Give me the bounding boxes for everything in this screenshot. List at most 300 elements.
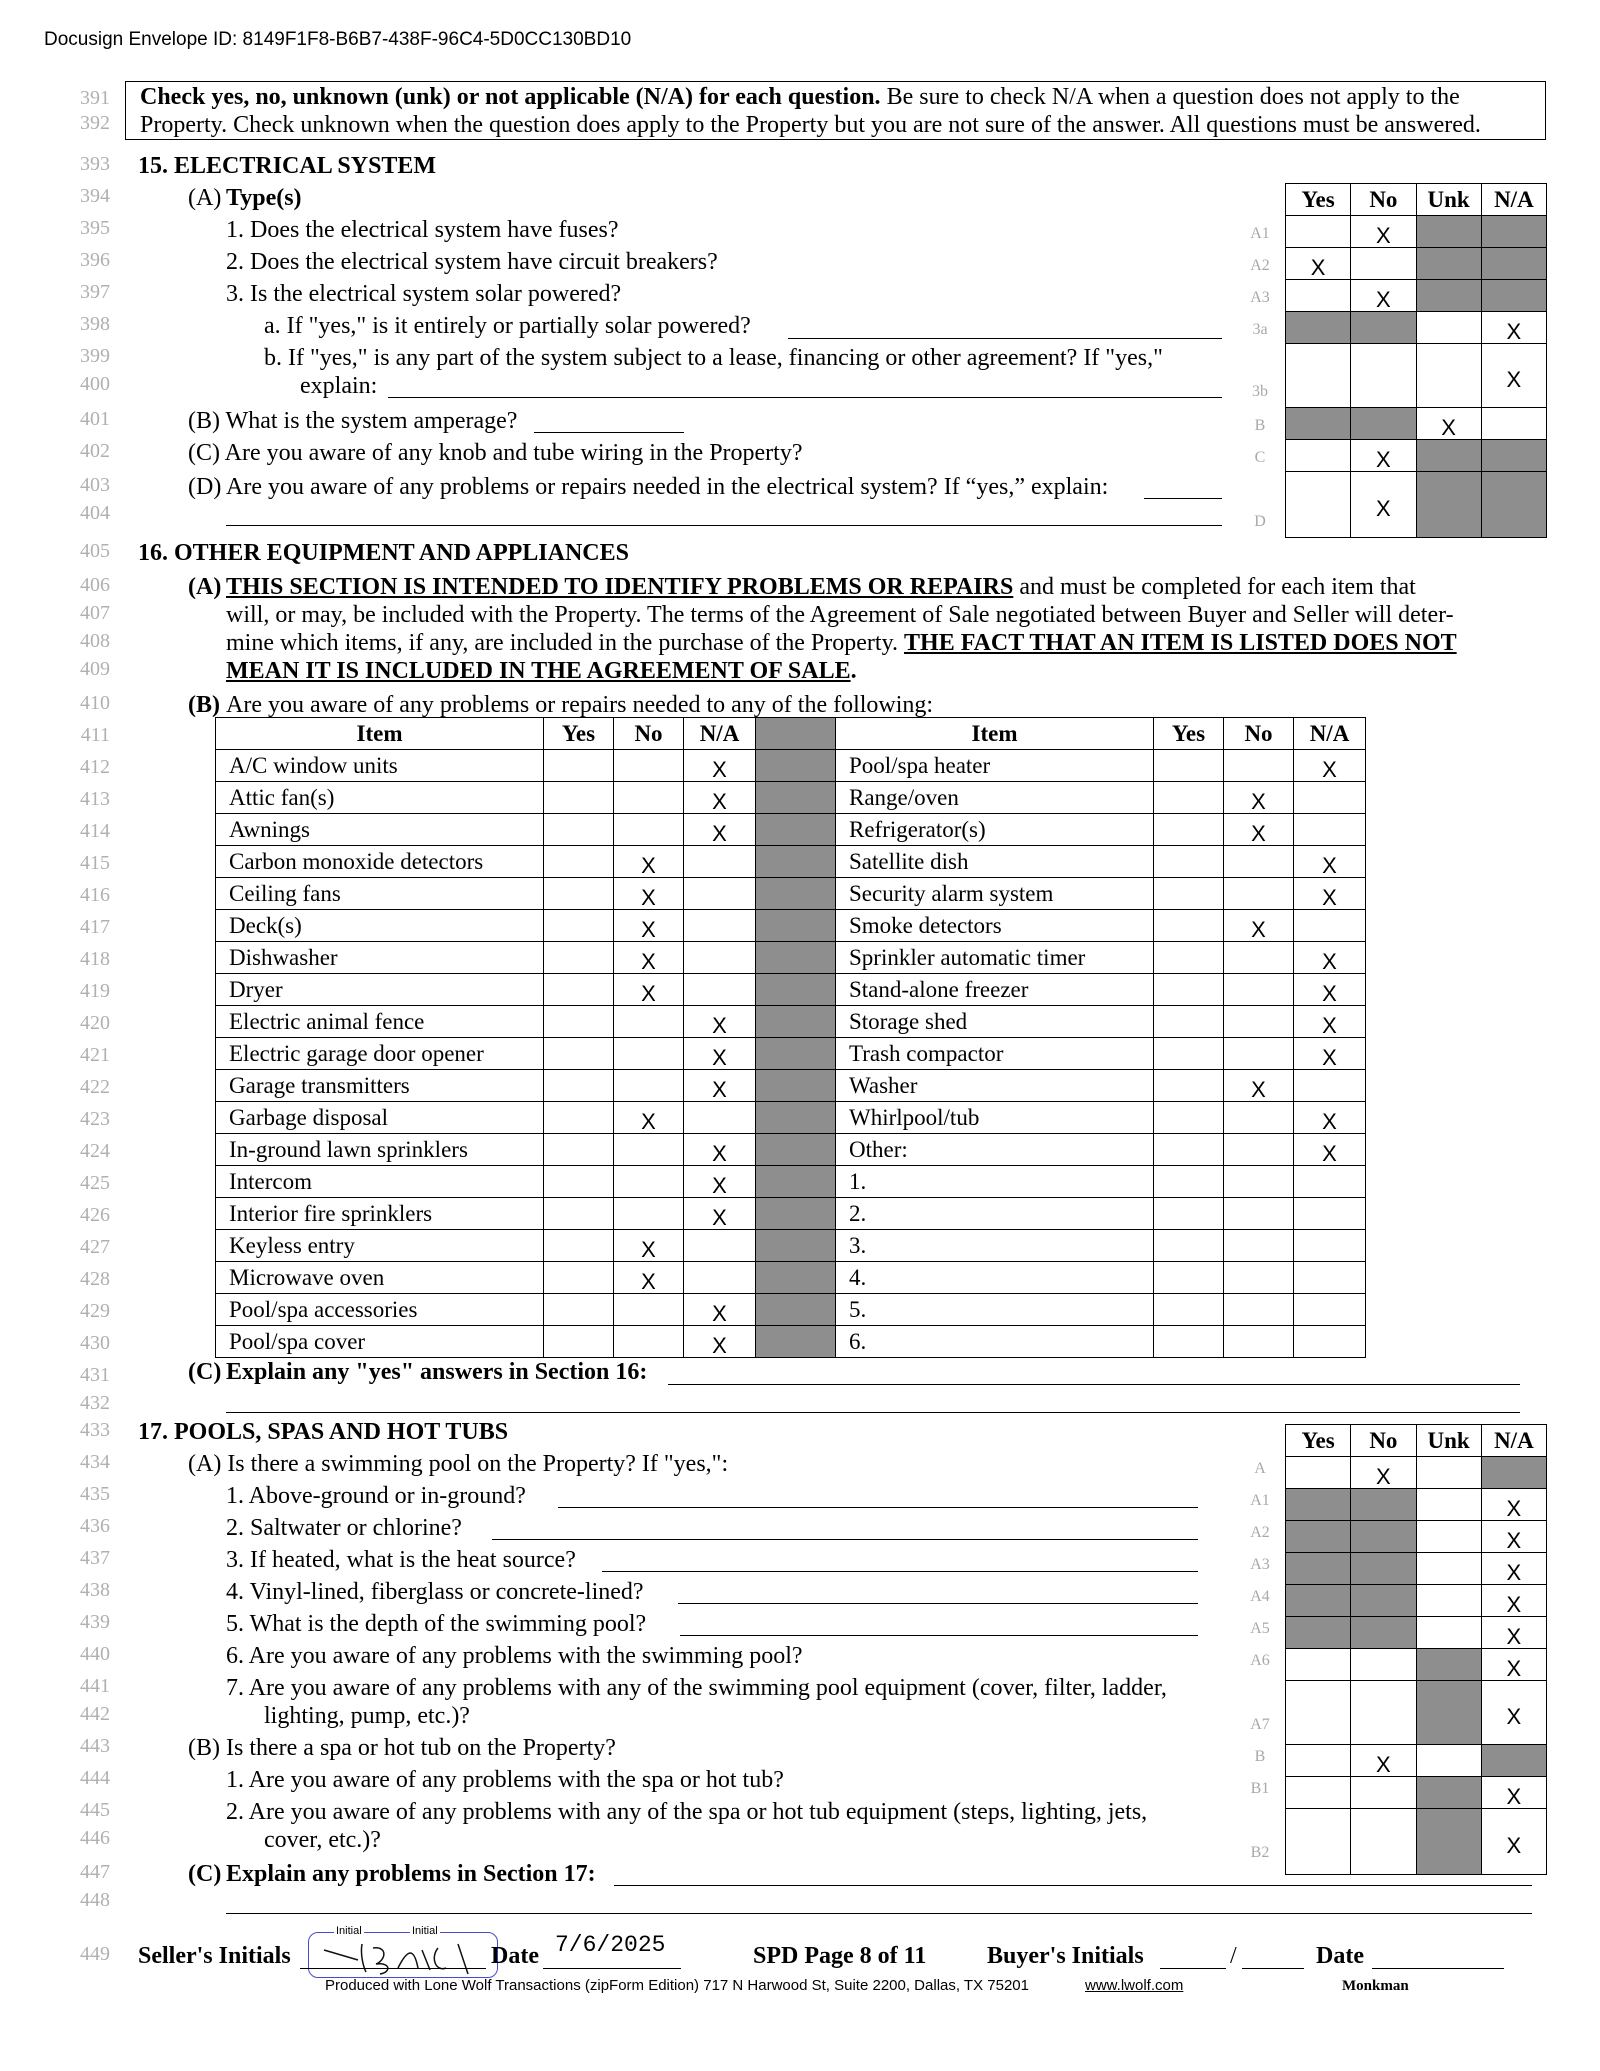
s17-b: (B) Is there a spa or hot tub on the Property? (188, 1735, 616, 1761)
answer-cell-na[interactable] (684, 1262, 756, 1294)
seller-initials-line (300, 1968, 486, 1969)
answer-cell-yes[interactable] (544, 750, 614, 782)
answer-cell-yes[interactable] (1154, 750, 1224, 782)
col-header-na: N/A (1294, 718, 1366, 750)
answer-cell-no[interactable] (1351, 216, 1416, 248)
grid-row-3a (1286, 312, 1547, 344)
answer-cell-na (1481, 1457, 1546, 1489)
answer-cell-na[interactable] (1481, 1553, 1546, 1585)
answer-cell-na[interactable] (684, 1102, 756, 1134)
answer-cell-unk[interactable] (1416, 1553, 1481, 1585)
row-label: A5 (1250, 1620, 1270, 1637)
envelope-id: Docusign Envelope ID: 8149F1F8-B6B7-438F-96C4-5D0CC130BD10 (44, 29, 632, 50)
answer-cell-no[interactable] (1224, 750, 1294, 782)
answer-cell-yes[interactable] (1154, 1134, 1224, 1166)
answer-cell-na[interactable] (1294, 814, 1366, 846)
answer-cell-yes[interactable] (1286, 1457, 1351, 1489)
answer-cell-no[interactable] (614, 1006, 684, 1038)
s17-q2-blank[interactable] (492, 1539, 1198, 1540)
item-name: Deck(s) (216, 910, 544, 942)
answer-cell-yes[interactable] (544, 1230, 614, 1262)
col-header-item: Item (836, 718, 1154, 750)
answer-cell-yes[interactable] (1286, 1745, 1351, 1777)
answer-cell-no[interactable] (1351, 1457, 1416, 1489)
answer-cell-yes[interactable] (544, 1038, 614, 1070)
answer-cell-no[interactable] (1224, 878, 1294, 910)
answer-cell-no[interactable] (1351, 344, 1416, 408)
check-mark: X (641, 853, 656, 878)
answer-cell-na[interactable] (1481, 312, 1546, 344)
answer-cell-no[interactable] (1224, 1102, 1294, 1134)
answer-cell-yes (1286, 1553, 1351, 1585)
answer-cell-yes[interactable] (1154, 910, 1224, 942)
answer-cell-no[interactable] (1224, 782, 1294, 814)
row-label: A1 (1250, 225, 1270, 242)
answer-cell-no[interactable] (614, 942, 684, 974)
check-mark: X (641, 949, 656, 974)
check-mark: X (1376, 1463, 1391, 1489)
answer-cell-na[interactable] (684, 1230, 756, 1262)
check-mark: X (1322, 981, 1337, 1006)
line-number: 405 (80, 540, 110, 562)
check-mark: X (712, 1077, 727, 1102)
answer-cell-na[interactable] (1481, 1489, 1546, 1521)
grid-row-a1 (1286, 216, 1547, 248)
line-number: 406 (80, 574, 110, 596)
answer-cell-no[interactable] (1224, 1166, 1294, 1198)
answer-cell-na[interactable] (1481, 1649, 1546, 1681)
answer-cell-no[interactable] (614, 1262, 684, 1294)
answer-cell-no[interactable] (1224, 1038, 1294, 1070)
answer-cell-na[interactable] (684, 846, 756, 878)
line-number: 443 (80, 1735, 110, 1757)
grid-row-b (1286, 1745, 1547, 1777)
answer-cell-na[interactable] (1294, 1230, 1366, 1262)
answer-cell-no[interactable] (1351, 440, 1416, 472)
answer-cell-na[interactable] (1481, 1809, 1546, 1875)
answer-cell-yes[interactable] (1286, 1681, 1351, 1745)
table-row (216, 1326, 1366, 1358)
answer-cell-na[interactable] (1294, 878, 1366, 910)
answer-cell-yes[interactable] (1154, 1326, 1224, 1358)
answer-cell-na[interactable] (684, 1326, 756, 1358)
answer-cell-yes[interactable] (1154, 1006, 1224, 1038)
s17-q4-blank[interactable] (678, 1603, 1198, 1604)
answer-cell-na[interactable] (684, 1198, 756, 1230)
answer-cell-yes[interactable] (1154, 1294, 1224, 1326)
answer-cell-no[interactable] (1224, 910, 1294, 942)
answer-cell-yes[interactable] (1286, 1649, 1351, 1681)
answer-cell-yes[interactable] (1286, 1809, 1351, 1875)
lwolf-link[interactable]: www.lwolf.com (1085, 1977, 1184, 1994)
answer-cell-no (1351, 1521, 1416, 1553)
answer-cell-no[interactable] (614, 1070, 684, 1102)
answer-cell-no[interactable] (614, 1102, 684, 1134)
answer-cell-yes[interactable] (1286, 216, 1351, 248)
answer-cell-no[interactable] (1224, 1134, 1294, 1166)
item-name: Security alarm system (836, 878, 1154, 910)
answer-cell-na (1481, 248, 1546, 280)
check-mark: X (1322, 1141, 1337, 1166)
answer-cell-no[interactable] (1351, 1745, 1416, 1777)
answer-cell-yes[interactable] (1154, 1166, 1224, 1198)
line-number: 447 (80, 1861, 110, 1883)
row-label: A2 (1250, 257, 1270, 274)
divider-cell (756, 1198, 836, 1230)
s15-d-blank-2[interactable] (226, 525, 1222, 526)
answer-cell-no[interactable] (1224, 846, 1294, 878)
instruction-line-2: Property. Check unknown when the question does apply to the Property but you are not sure of the answer. All questions must be answered. (140, 112, 1481, 138)
answer-cell-yes[interactable] (544, 1070, 614, 1102)
answer-cell-na[interactable] (1481, 1681, 1546, 1745)
answer-cell-yes[interactable] (1286, 440, 1351, 472)
answer-cell-na[interactable] (684, 1070, 756, 1102)
check-mark: X (1310, 254, 1326, 280)
item-name: 4. (836, 1262, 1154, 1294)
answer-cell-no[interactable] (614, 1230, 684, 1262)
item-name: Pool/spa heater (836, 750, 1154, 782)
line-number: 423 (80, 1108, 110, 1130)
answer-cell-unk[interactable] (1416, 1489, 1481, 1521)
buyer-initials-line-2[interactable] (1242, 1968, 1304, 1969)
answer-cell-na[interactable] (1294, 1166, 1366, 1198)
check-mark: X (1376, 222, 1391, 248)
answer-cell-na[interactable] (1294, 1134, 1366, 1166)
s15-amperage-blank[interactable] (534, 432, 684, 433)
grid-row-a2 (1286, 1521, 1547, 1553)
s17-c-blank-2[interactable] (226, 1913, 1532, 1914)
check-mark: X (712, 1141, 727, 1166)
answer-cell-no[interactable] (614, 878, 684, 910)
answer-cell-no[interactable] (1351, 1681, 1416, 1745)
answer-cell-na[interactable] (1294, 942, 1366, 974)
answer-cell-na (1481, 216, 1546, 248)
answer-cell-no[interactable] (1224, 1262, 1294, 1294)
answer-cell-na[interactable] (1481, 1585, 1546, 1617)
s17-q7-line2: lighting, pump, etc.)? (264, 1703, 470, 1729)
item-name: 5. (836, 1294, 1154, 1326)
answer-cell-no[interactable] (1224, 942, 1294, 974)
answer-cell-no[interactable] (1351, 248, 1416, 280)
answer-cell-no[interactable] (614, 1134, 684, 1166)
answer-cell-yes[interactable] (544, 910, 614, 942)
check-mark: X (1322, 885, 1337, 910)
answer-cell-yes[interactable] (544, 814, 614, 846)
answer-cell-na[interactable] (684, 878, 756, 910)
s17-q5-blank[interactable] (680, 1635, 1198, 1636)
line-number: 432 (80, 1392, 110, 1414)
answer-cell-na[interactable] (1481, 408, 1546, 440)
answer-cell-na[interactable] (1294, 1198, 1366, 1230)
answer-cell-no[interactable] (1351, 280, 1416, 312)
answer-cell-na[interactable] (684, 782, 756, 814)
answer-cell-no[interactable] (614, 1326, 684, 1358)
answer-cell-unk[interactable] (1416, 1585, 1481, 1617)
item-name: In-ground lawn sprinklers (216, 1134, 544, 1166)
answer-cell-na[interactable] (1294, 1038, 1366, 1070)
answer-cell-na[interactable] (1294, 1102, 1366, 1134)
answer-cell-yes[interactable] (1154, 942, 1224, 974)
s17-c-blank-1[interactable] (614, 1885, 1532, 1886)
line-number: 425 (80, 1172, 110, 1194)
grid-row-a (1286, 1457, 1547, 1489)
item-name: Awnings (216, 814, 544, 846)
buyer-initials-line-1[interactable] (1160, 1968, 1226, 1969)
s17-b1: 1. Are you aware of any problems with the spa or hot tub? (226, 1767, 784, 1793)
s16-a-label: (A) (188, 574, 222, 600)
s16-c-blank-2[interactable] (226, 1412, 1520, 1413)
item-name: Satellite dish (836, 846, 1154, 878)
answer-cell-unk[interactable] (1416, 312, 1481, 344)
answer-cell-na[interactable] (684, 1166, 756, 1198)
s15-answer-grid (1285, 183, 1547, 538)
grid-row-a2 (1286, 248, 1547, 280)
answer-cell-yes[interactable] (544, 846, 614, 878)
s16-c-blank-1[interactable] (668, 1384, 1520, 1385)
answer-cell-na[interactable] (1294, 1070, 1366, 1102)
answer-cell-na[interactable] (1481, 1617, 1546, 1649)
answer-cell-yes[interactable] (544, 1294, 614, 1326)
answer-cell-na[interactable] (684, 942, 756, 974)
answer-cell-unk (1416, 280, 1481, 312)
item-name: Electric garage door opener (216, 1038, 544, 1070)
line-number: 400 (80, 373, 110, 395)
answer-cell-unk[interactable] (1416, 1617, 1481, 1649)
item-name: Smoke detectors (836, 910, 1154, 942)
answer-cell-yes[interactable] (1154, 1070, 1224, 1102)
answer-cell-yes[interactable] (1154, 1102, 1224, 1134)
answer-cell-yes[interactable] (1286, 1777, 1351, 1809)
answer-cell-yes[interactable] (1154, 1230, 1224, 1262)
grid-row-d (1286, 472, 1547, 538)
answer-cell-unk[interactable] (1416, 344, 1481, 408)
answer-cell-yes[interactable] (1286, 472, 1351, 538)
answer-cell-unk[interactable] (1416, 408, 1481, 440)
answer-cell-no[interactable] (614, 1038, 684, 1070)
answer-cell-yes[interactable] (1286, 248, 1351, 280)
answer-cell-yes[interactable] (1154, 1262, 1224, 1294)
grid-header-yes: Yes (1286, 184, 1351, 216)
answer-cell-no[interactable] (614, 846, 684, 878)
item-name: 1. (836, 1166, 1154, 1198)
item-name: Microwave oven (216, 1262, 544, 1294)
answer-cell-yes[interactable] (544, 1134, 614, 1166)
answer-cell-no[interactable] (614, 974, 684, 1006)
table-row (216, 814, 1366, 846)
grid-row-b1 (1286, 1777, 1547, 1809)
s17-c-label: (C) (188, 1861, 222, 1887)
line-number: 410 (80, 692, 110, 714)
answer-cell-na[interactable] (1294, 782, 1366, 814)
answer-cell-na[interactable] (1481, 1521, 1546, 1553)
answer-cell-no[interactable] (1224, 974, 1294, 1006)
answer-cell-no[interactable] (614, 782, 684, 814)
answer-cell-yes[interactable] (544, 942, 614, 974)
check-mark: X (641, 1269, 656, 1294)
s15-q3a-blank[interactable] (788, 338, 1222, 339)
answer-cell-yes[interactable] (544, 974, 614, 1006)
answer-cell-na[interactable] (1294, 910, 1366, 942)
answer-cell-no[interactable] (614, 814, 684, 846)
answer-cell-na[interactable] (1294, 750, 1366, 782)
answer-cell-no (1351, 408, 1416, 440)
line-number: 444 (80, 1767, 110, 1789)
answer-cell-yes[interactable] (1286, 344, 1351, 408)
seller-initials-signature (318, 1938, 508, 1978)
answer-cell-no[interactable] (614, 750, 684, 782)
answer-cell-yes[interactable] (1154, 846, 1224, 878)
answer-cell-unk[interactable] (1416, 1457, 1481, 1489)
s16-b-label: (B) (188, 692, 220, 718)
check-mark: X (1376, 286, 1391, 312)
row-label: A6 (1250, 1652, 1270, 1669)
item-name: A/C window units (216, 750, 544, 782)
line-number: 415 (80, 852, 110, 874)
answer-cell-na[interactable] (1294, 1294, 1366, 1326)
answer-cell-yes[interactable] (544, 782, 614, 814)
answer-cell-no[interactable] (1224, 814, 1294, 846)
answer-cell-no[interactable] (1224, 1070, 1294, 1102)
answer-cell-na[interactable] (1294, 846, 1366, 878)
item-name: Pool/spa cover (216, 1326, 544, 1358)
line-number: 435 (80, 1483, 110, 1505)
grid-row-b2 (1286, 1809, 1547, 1875)
answer-cell-na[interactable] (684, 1294, 756, 1326)
s15-q3b-blank[interactable] (388, 397, 1222, 398)
page-number: SPD Page 8 of 11 (753, 1943, 927, 1969)
answer-cell-yes[interactable] (1154, 878, 1224, 910)
answer-cell-no (1351, 1617, 1416, 1649)
s17-q7-line1: 7. Are you aware of any problems with any of the swimming pool equipment (cover, filter, ladder, (226, 1675, 1167, 1701)
answer-cell-no[interactable] (1351, 472, 1416, 538)
check-mark: X (1322, 949, 1337, 974)
answer-cell-yes[interactable] (544, 1006, 614, 1038)
answer-cell-yes[interactable] (544, 1326, 614, 1358)
answer-cell-yes[interactable] (544, 1262, 614, 1294)
s17-q1: 1. Above-ground or in-ground? (226, 1483, 526, 1509)
answer-cell-yes[interactable] (1154, 814, 1224, 846)
answer-cell-unk[interactable] (1416, 1745, 1481, 1777)
answer-cell-na[interactable] (1294, 974, 1366, 1006)
answer-cell-na[interactable] (684, 1038, 756, 1070)
answer-cell-na[interactable] (684, 814, 756, 846)
s17-q5: 5. What is the depth of the swimming pool? (226, 1611, 647, 1637)
answer-cell-na[interactable] (684, 974, 756, 1006)
s15-d-blank-1[interactable] (1144, 498, 1222, 499)
table-row (216, 1102, 1366, 1134)
divider-cell (756, 846, 836, 878)
s15-q1: 1. Does the electrical system have fuses? (226, 217, 619, 243)
answer-cell-na[interactable] (1481, 344, 1546, 408)
line-number: 437 (80, 1547, 110, 1569)
answer-cell-yes[interactable] (1154, 1198, 1224, 1230)
table-row (216, 942, 1366, 974)
answer-cell-yes[interactable] (544, 1198, 614, 1230)
grid-row-a5 (1286, 1617, 1547, 1649)
answer-cell-no[interactable] (1224, 1006, 1294, 1038)
s17-a: (A) Is there a swimming pool on the Property? If "yes,": (188, 1451, 729, 1477)
line-number: 419 (80, 980, 110, 1002)
answer-cell-na[interactable] (684, 910, 756, 942)
check-mark: X (712, 1173, 727, 1198)
answer-cell-yes[interactable] (1286, 280, 1351, 312)
answer-cell-na[interactable] (1294, 1006, 1366, 1038)
date-line-2[interactable] (1372, 1968, 1504, 1969)
answer-cell-no[interactable] (614, 1198, 684, 1230)
answer-cell-no[interactable] (1224, 1230, 1294, 1262)
check-mark: X (712, 1205, 727, 1230)
line-number: 391 (80, 87, 110, 109)
check-mark: X (1251, 821, 1266, 846)
answer-cell-no[interactable] (1224, 1326, 1294, 1358)
answer-cell-no[interactable] (614, 910, 684, 942)
table-row (216, 1198, 1366, 1230)
buyer-initials-label: Buyer's Initials (987, 1943, 1144, 1969)
grid-header-na: N/A (1481, 1425, 1546, 1457)
date-label: Date (491, 1943, 539, 1969)
line-number: 438 (80, 1579, 110, 1601)
line-number: 401 (80, 408, 110, 430)
instruction-line-1: Check yes, no, unknown (unk) or not applicable (N/A) for each question. Be sure to check N/A when a question does not apply to the (140, 84, 1460, 110)
check-mark: X (1251, 917, 1266, 942)
answer-cell-no[interactable] (614, 1294, 684, 1326)
answer-cell-yes[interactable] (1154, 782, 1224, 814)
item-name: Range/oven (836, 782, 1154, 814)
divider-cell (756, 782, 836, 814)
answer-cell-yes[interactable] (544, 878, 614, 910)
answer-cell-na[interactable] (684, 1134, 756, 1166)
row-label: A (1254, 1460, 1266, 1477)
answer-cell-no[interactable] (1351, 1649, 1416, 1681)
table-row (216, 1006, 1366, 1038)
s15-q3b-line2: explain: (300, 373, 378, 399)
produced-by: Produced with Lone Wolf Transactions (zipForm Edition) 717 N Harwood St, Suite 2200, Dallas, TX 75201 (325, 1977, 1029, 1994)
line-number: 426 (80, 1204, 110, 1226)
s17-q1-blank[interactable] (558, 1507, 1198, 1508)
s17-answer-grid (1285, 1424, 1547, 1875)
answer-cell-na[interactable] (1481, 1777, 1546, 1809)
answer-cell-na[interactable] (1294, 1262, 1366, 1294)
answer-cell-yes[interactable] (544, 1102, 614, 1134)
answer-cell-no[interactable] (1351, 1777, 1416, 1809)
item-name: Dishwasher (216, 942, 544, 974)
s17-q3-blank[interactable] (602, 1571, 1198, 1572)
row-label: A3 (1250, 289, 1270, 306)
answer-cell-yes[interactable] (1154, 1038, 1224, 1070)
answer-cell-no[interactable] (614, 1166, 684, 1198)
grid-row-c (1286, 440, 1547, 472)
answer-cell-na[interactable] (1294, 1326, 1366, 1358)
answer-cell-na[interactable] (684, 750, 756, 782)
initial-tag-1: Initial (336, 1925, 362, 1937)
divider-cell (756, 1070, 836, 1102)
line-number: 394 (80, 185, 110, 207)
check-mark: X (1506, 1527, 1522, 1553)
date-value[interactable]: 7/6/2025 (555, 1932, 666, 1958)
line-number: 411 (80, 724, 110, 746)
answer-cell-unk (1416, 1649, 1481, 1681)
answer-cell-na[interactable] (684, 1006, 756, 1038)
check-mark: X (712, 1301, 727, 1326)
answer-cell-yes[interactable] (544, 1166, 614, 1198)
answer-cell-yes[interactable] (1154, 974, 1224, 1006)
answer-cell-no[interactable] (1351, 1809, 1416, 1875)
answer-cell-unk[interactable] (1416, 1521, 1481, 1553)
check-mark: X (1322, 853, 1337, 878)
answer-cell-no[interactable] (1224, 1198, 1294, 1230)
answer-cell-no[interactable] (1224, 1294, 1294, 1326)
answer-cell-yes (1286, 312, 1351, 344)
